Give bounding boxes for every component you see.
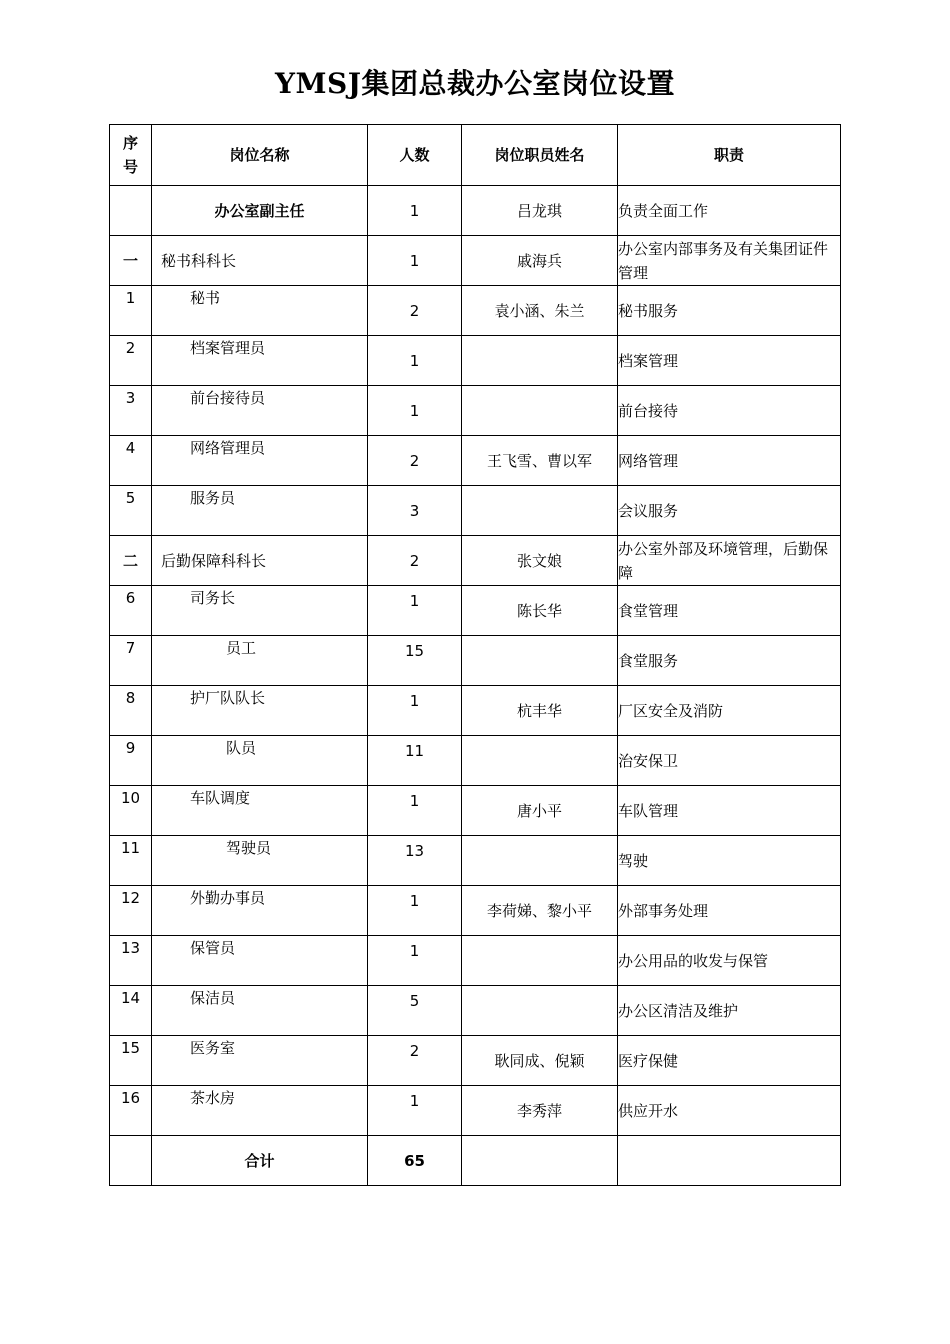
row-duty: 医疗保健: [618, 1036, 841, 1086]
row-position: 队员: [152, 736, 368, 786]
row-duty: 秘书服务: [618, 286, 841, 336]
table-row: [110, 536, 841, 586]
row-staff: [462, 336, 618, 386]
row-seq: [110, 186, 152, 236]
row-position: 秘书科科长: [152, 236, 368, 286]
row-duty: 办公室内部事务及有关集团证件管理: [618, 236, 841, 286]
total-count: 65: [368, 1136, 462, 1186]
row-position: 办公室副主任: [152, 186, 368, 236]
row-seq: 1: [110, 286, 152, 336]
row-staff: 吕龙琪: [462, 186, 618, 236]
table-row: [110, 936, 841, 986]
row-duty: 会议服务: [618, 486, 841, 536]
row-count: 1: [368, 336, 462, 386]
header-duty: 职责: [618, 125, 841, 186]
row-staff: 唐小平: [462, 786, 618, 836]
row-position: 后勤保障科科长: [152, 536, 368, 586]
row-staff: 杭丰华: [462, 686, 618, 736]
row-seq: 3: [110, 386, 152, 436]
header-seq: [110, 125, 152, 186]
table-row: [110, 1086, 841, 1136]
row-staff: [462, 986, 618, 1036]
table-row: [110, 586, 841, 636]
row-seq: 16: [110, 1086, 152, 1136]
row-seq: 6: [110, 586, 152, 636]
row-staff: [462, 936, 618, 986]
row-staff: 李秀萍: [462, 1086, 618, 1136]
row-staff: 李荷娣、黎小平: [462, 886, 618, 936]
table-row: [110, 736, 841, 786]
table-row: [110, 186, 841, 236]
row-staff: 袁小涵、朱兰: [462, 286, 618, 336]
row-seq: 15: [110, 1036, 152, 1086]
row-duty: 外部事务处理: [618, 886, 841, 936]
row-position: 茶水房: [152, 1086, 368, 1136]
row-count: 11: [368, 736, 462, 786]
table-row: [110, 236, 841, 286]
table-row: [110, 886, 841, 936]
row-position: 秘书: [152, 286, 368, 336]
total-label: 合计: [152, 1136, 368, 1186]
table-row: [110, 686, 841, 736]
header-position: 岗位名称: [152, 125, 368, 186]
table-row: [110, 786, 841, 836]
row-seq: 5: [110, 486, 152, 536]
row-duty: 办公室外部及环境管理，后勤保障: [618, 536, 841, 586]
row-seq: 一: [110, 236, 152, 286]
row-seq: 10: [110, 786, 152, 836]
table-header-row: [110, 125, 841, 186]
row-position: 档案管理员: [152, 336, 368, 386]
row-position: 前台接待员: [152, 386, 368, 436]
row-duty: 供应开水: [618, 1086, 841, 1136]
row-count: 2: [368, 286, 462, 336]
row-duty: 办公区清洁及维护: [618, 986, 841, 1036]
row-count: 1: [368, 386, 462, 436]
row-staff: [462, 486, 618, 536]
table-row: [110, 636, 841, 686]
row-staff: 王飞雪、曹以军: [462, 436, 618, 486]
row-count: 13: [368, 836, 462, 886]
row-count: 1: [368, 186, 462, 236]
row-staff: [462, 636, 618, 686]
row-seq: 9: [110, 736, 152, 786]
row-position: 医务室: [152, 1036, 368, 1086]
row-seq: 13: [110, 936, 152, 986]
row-count: 3: [368, 486, 462, 536]
row-position: 保管员: [152, 936, 368, 986]
row-count: 1: [368, 886, 462, 936]
row-count: 2: [368, 536, 462, 586]
row-seq: 14: [110, 986, 152, 1036]
row-seq: 7: [110, 636, 152, 686]
row-position: 车队调度: [152, 786, 368, 836]
row-count: 1: [368, 936, 462, 986]
row-duty: 治安保卫: [618, 736, 841, 786]
header-seq-label: 序号: [123, 134, 139, 176]
row-staff: [462, 836, 618, 886]
row-staff: 戚海兵: [462, 236, 618, 286]
row-position: 外勤办事员: [152, 886, 368, 936]
row-count: 15: [368, 636, 462, 686]
row-count: 1: [368, 586, 462, 636]
row-staff: 陈长华: [462, 586, 618, 636]
row-count: 2: [368, 436, 462, 486]
table-row: [110, 836, 841, 886]
row-count: 2: [368, 1036, 462, 1086]
row-duty: 网络管理: [618, 436, 841, 486]
row-count: 1: [368, 786, 462, 836]
row-seq: 11: [110, 836, 152, 886]
row-staff: [462, 736, 618, 786]
page-title: YMSJ集团总裁办公室岗位设置: [275, 67, 675, 100]
total-duty: [618, 1136, 841, 1186]
row-position: 网络管理员: [152, 436, 368, 486]
header-staff: 岗位职员姓名: [462, 125, 618, 186]
table-row: [110, 986, 841, 1036]
row-duty: 档案管理: [618, 336, 841, 386]
row-count: 1: [368, 1086, 462, 1136]
row-staff: 耿同成、倪颖: [462, 1036, 618, 1086]
row-seq: 二: [110, 536, 152, 586]
row-duty: 车队管理: [618, 786, 841, 836]
row-position: 驾驶员: [152, 836, 368, 886]
row-position: 保洁员: [152, 986, 368, 1036]
row-count: 1: [368, 686, 462, 736]
row-duty: 食堂管理: [618, 586, 841, 636]
row-seq: 4: [110, 436, 152, 486]
row-count: 1: [368, 236, 462, 286]
row-duty: 驾驶: [618, 836, 841, 886]
table-row: [110, 486, 841, 536]
row-position: 护厂队队长: [152, 686, 368, 736]
total-row: [110, 1136, 841, 1186]
table-row: [110, 336, 841, 386]
row-duty: 前台接待: [618, 386, 841, 436]
header-count: 人数: [368, 125, 462, 186]
position-table: [109, 124, 841, 1186]
table-row: [110, 1036, 841, 1086]
row-duty: 食堂服务: [618, 636, 841, 686]
row-staff: 张文娘: [462, 536, 618, 586]
row-position: 司务长: [152, 586, 368, 636]
row-seq: 2: [110, 336, 152, 386]
table-row: [110, 436, 841, 486]
total-staff: [462, 1136, 618, 1186]
table-row: [110, 286, 841, 336]
row-staff: [462, 386, 618, 436]
row-count: 5: [368, 986, 462, 1036]
row-position: 员工: [152, 636, 368, 686]
total-seq: [110, 1136, 152, 1186]
row-seq: 8: [110, 686, 152, 736]
row-position: 服务员: [152, 486, 368, 536]
row-seq: 12: [110, 886, 152, 936]
table-row: [110, 386, 841, 436]
row-duty: 厂区安全及消防: [618, 686, 841, 736]
row-duty: 办公用品的收发与保管: [618, 936, 841, 986]
row-duty: 负责全面工作: [618, 186, 841, 236]
